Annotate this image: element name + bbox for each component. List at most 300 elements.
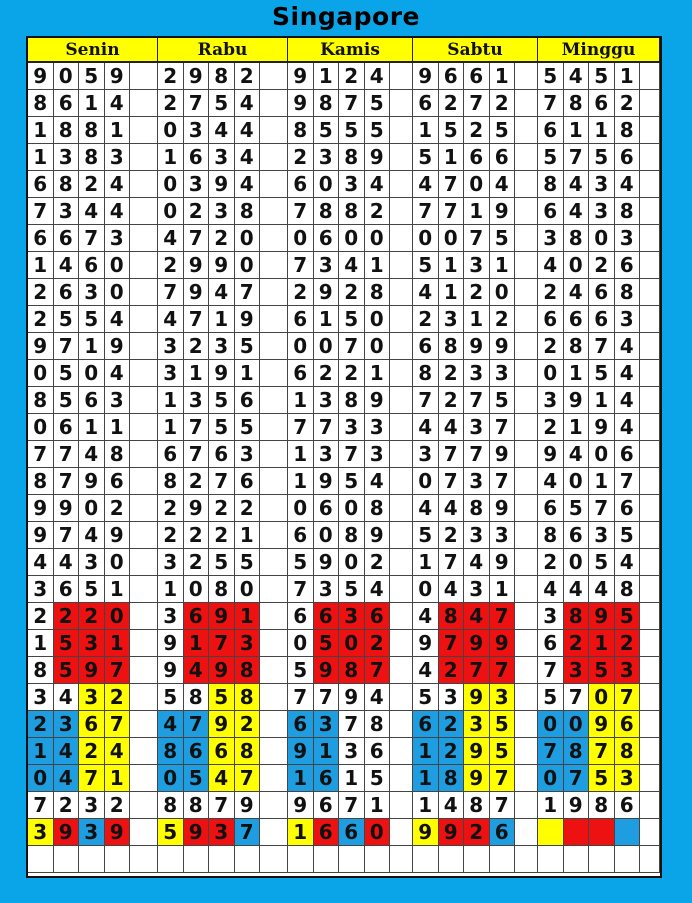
digit-cell: 5 — [314, 630, 340, 657]
digit-cell: 1 — [564, 360, 590, 387]
results-table — [28, 38, 660, 876]
digit-cell: 6 — [288, 711, 314, 738]
digit-cell: 3 — [464, 576, 490, 603]
digit-cell: 5 — [339, 576, 365, 603]
spacer-cell — [260, 117, 288, 144]
digit-cell: 0 — [589, 225, 615, 252]
digit-cell: 0 — [538, 711, 564, 738]
digit-cell: 4 — [538, 252, 564, 279]
digit-cell: 1 — [288, 819, 314, 846]
digit-cell: 3 — [184, 171, 210, 198]
digit-cell: 3 — [54, 144, 80, 171]
spacer-cell — [640, 225, 660, 252]
digit-cell: 4 — [615, 549, 641, 576]
digit-cell: 2 — [79, 603, 105, 630]
digit-cell: 1 — [589, 117, 615, 144]
digit-cell: 7 — [339, 90, 365, 117]
digit-cell: 6 — [538, 630, 564, 657]
digit-cell: 5 — [413, 144, 439, 171]
digit-cell: 9 — [314, 279, 340, 306]
spacer-cell — [640, 549, 660, 576]
digit-cell: 2 — [538, 279, 564, 306]
digit-cell: 8 — [235, 684, 261, 711]
spacer-cell — [260, 279, 288, 306]
digit-cell: 1 — [439, 252, 465, 279]
digit-cell: 2 — [464, 819, 490, 846]
digit-cell: 2 — [184, 549, 210, 576]
digit-cell: 7 — [490, 657, 516, 684]
digit-cell: 0 — [365, 333, 391, 360]
digit-cell: 3 — [589, 198, 615, 225]
digit-cell: 6 — [365, 738, 391, 765]
digit-cell: 2 — [79, 738, 105, 765]
digit-cell: 1 — [158, 387, 184, 414]
spacer-cell — [515, 279, 538, 306]
digit-cell: 7 — [439, 630, 465, 657]
digit-cell: 4 — [54, 252, 80, 279]
digit-cell: 5 — [209, 414, 235, 441]
digit-cell: 0 — [105, 549, 131, 576]
spacer-cell — [640, 468, 660, 495]
digit-cell: 1 — [184, 360, 210, 387]
digit-cell: 9 — [413, 630, 439, 657]
digit-cell: 4 — [105, 360, 131, 387]
day-header-minggu: Minggu — [538, 38, 660, 63]
digit-cell: 0 — [158, 765, 184, 792]
spacer-cell — [260, 441, 288, 468]
spacer-cell — [390, 711, 413, 738]
digit-cell: 7 — [464, 657, 490, 684]
digit-cell: 8 — [209, 63, 235, 90]
digit-cell: 3 — [589, 522, 615, 549]
digit-cell: 8 — [28, 387, 54, 414]
spacer-cell — [130, 603, 158, 630]
digit-cell: 7 — [209, 468, 235, 495]
digit-cell: 9 — [413, 819, 439, 846]
digit-cell: 3 — [79, 549, 105, 576]
digit-cell: 7 — [54, 522, 80, 549]
digit-cell: 6 — [28, 225, 54, 252]
digit-cell: 0 — [365, 225, 391, 252]
digit-cell: 1 — [339, 765, 365, 792]
spacer-cell — [515, 333, 538, 360]
digit-cell: 4 — [413, 603, 439, 630]
digit-cell: 9 — [209, 252, 235, 279]
digit-cell: 9 — [105, 819, 131, 846]
spacer-cell — [515, 90, 538, 117]
digit-cell: 0 — [105, 603, 131, 630]
digit-cell — [54, 846, 80, 873]
digit-cell: 0 — [365, 306, 391, 333]
digit-cell: 6 — [288, 306, 314, 333]
digit-cell: 0 — [288, 630, 314, 657]
digit-cell: 7 — [314, 684, 340, 711]
digit-cell: 4 — [439, 495, 465, 522]
digit-cell: 7 — [490, 792, 516, 819]
digit-cell: 3 — [184, 387, 210, 414]
digit-cell: 9 — [209, 360, 235, 387]
digit-cell: 7 — [288, 198, 314, 225]
digit-cell: 5 — [339, 468, 365, 495]
digit-cell: 8 — [105, 441, 131, 468]
digit-cell: 2 — [615, 630, 641, 657]
day-header-kamis: Kamis — [288, 38, 413, 63]
digit-cell: 2 — [490, 306, 516, 333]
digit-cell: 6 — [439, 63, 465, 90]
digit-cell: 7 — [413, 198, 439, 225]
digit-cell: 4 — [615, 360, 641, 387]
digit-cell: 6 — [538, 198, 564, 225]
digit-cell: 3 — [490, 360, 516, 387]
digit-cell — [538, 819, 564, 846]
digit-cell: 9 — [158, 657, 184, 684]
digit-cell: 2 — [439, 711, 465, 738]
digit-cell: 8 — [158, 792, 184, 819]
digit-cell: 8 — [288, 117, 314, 144]
digit-cell: 0 — [538, 765, 564, 792]
digit-cell: 0 — [589, 684, 615, 711]
digit-cell: 9 — [235, 306, 261, 333]
digit-cell: 4 — [615, 333, 641, 360]
digit-cell: 9 — [464, 333, 490, 360]
digit-cell: 4 — [105, 738, 131, 765]
digit-cell: 3 — [314, 711, 340, 738]
digit-cell: 1 — [413, 549, 439, 576]
digit-cell: 9 — [28, 333, 54, 360]
spacer-cell — [260, 576, 288, 603]
digit-cell: 6 — [105, 468, 131, 495]
digit-cell: 2 — [288, 144, 314, 171]
digit-cell — [615, 846, 641, 873]
digit-cell: 2 — [28, 603, 54, 630]
digit-cell: 5 — [79, 576, 105, 603]
digit-cell: 3 — [464, 522, 490, 549]
spacer-cell — [515, 549, 538, 576]
digit-cell: 7 — [235, 765, 261, 792]
digit-cell: 7 — [439, 441, 465, 468]
digit-cell: 0 — [158, 171, 184, 198]
digit-cell: 4 — [105, 90, 131, 117]
digit-cell: 5 — [615, 603, 641, 630]
spacer-cell — [390, 765, 413, 792]
spacer-cell — [515, 738, 538, 765]
digit-cell: 5 — [79, 306, 105, 333]
digit-cell: 8 — [564, 603, 590, 630]
digit-cell: 2 — [538, 549, 564, 576]
spacer-cell — [640, 117, 660, 144]
digit-cell: 4 — [439, 576, 465, 603]
digit-cell: 2 — [235, 63, 261, 90]
spacer-cell — [260, 765, 288, 792]
digit-cell: 2 — [105, 495, 131, 522]
digit-cell: 0 — [235, 252, 261, 279]
digit-cell: 8 — [235, 198, 261, 225]
spacer-cell — [260, 468, 288, 495]
digit-cell: 2 — [158, 522, 184, 549]
digit-cell: 1 — [615, 63, 641, 90]
digit-cell: 7 — [538, 90, 564, 117]
digit-cell: 8 — [564, 225, 590, 252]
digit-cell: 8 — [564, 333, 590, 360]
digit-cell: 5 — [490, 387, 516, 414]
digit-cell: 6 — [28, 171, 54, 198]
digit-cell: 8 — [79, 117, 105, 144]
digit-cell: 8 — [314, 198, 340, 225]
spacer-cell — [390, 306, 413, 333]
digit-cell: 3 — [413, 441, 439, 468]
spacer-cell — [390, 738, 413, 765]
digit-cell — [464, 846, 490, 873]
digit-cell: 8 — [158, 738, 184, 765]
digit-cell: 4 — [464, 603, 490, 630]
digit-cell: 9 — [464, 630, 490, 657]
digit-cell: 4 — [564, 576, 590, 603]
digit-cell: 9 — [288, 792, 314, 819]
digit-cell: 0 — [314, 522, 340, 549]
digit-cell: 3 — [79, 630, 105, 657]
spacer-cell — [390, 279, 413, 306]
digit-cell: 4 — [413, 495, 439, 522]
spacer-cell — [130, 90, 158, 117]
digit-cell: 1 — [413, 117, 439, 144]
digit-cell: 1 — [235, 360, 261, 387]
digit-cell: 6 — [464, 63, 490, 90]
spacer-cell — [260, 414, 288, 441]
digit-cell: 5 — [365, 765, 391, 792]
digit-cell: 0 — [464, 171, 490, 198]
spacer-cell — [390, 360, 413, 387]
digit-cell: 4 — [54, 765, 80, 792]
digit-cell: 8 — [538, 171, 564, 198]
digit-cell: 1 — [28, 738, 54, 765]
digit-cell: 6 — [54, 279, 80, 306]
digit-cell: 7 — [439, 171, 465, 198]
digit-cell: 4 — [54, 549, 80, 576]
spacer-cell — [390, 468, 413, 495]
digit-cell: 4 — [54, 684, 80, 711]
spacer-cell — [640, 765, 660, 792]
digit-cell: 9 — [589, 414, 615, 441]
digit-cell: 7 — [339, 441, 365, 468]
digit-cell: 3 — [365, 414, 391, 441]
digit-cell: 7 — [538, 657, 564, 684]
digit-cell: 9 — [209, 711, 235, 738]
spacer-cell — [640, 441, 660, 468]
digit-cell: 8 — [413, 360, 439, 387]
spacer-cell — [515, 657, 538, 684]
digit-cell: 4 — [158, 711, 184, 738]
digit-cell: 2 — [365, 549, 391, 576]
spacer-cell — [390, 549, 413, 576]
spacer-cell — [130, 171, 158, 198]
digit-cell: 5 — [589, 765, 615, 792]
spacer-cell — [260, 90, 288, 117]
digit-cell: 6 — [79, 252, 105, 279]
digit-cell: 0 — [339, 549, 365, 576]
digit-cell: 8 — [339, 144, 365, 171]
digit-cell: 4 — [235, 171, 261, 198]
digit-cell: 6 — [615, 252, 641, 279]
spacer-cell — [260, 684, 288, 711]
digit-cell: 6 — [413, 90, 439, 117]
digit-cell: 7 — [589, 738, 615, 765]
digit-cell: 8 — [538, 522, 564, 549]
digit-cell — [365, 846, 391, 873]
digit-cell: 3 — [615, 657, 641, 684]
digit-cell: 1 — [589, 387, 615, 414]
digit-cell: 8 — [28, 468, 54, 495]
spacer-cell — [390, 252, 413, 279]
digit-cell: 3 — [105, 225, 131, 252]
spacer-cell — [130, 657, 158, 684]
digit-cell: 5 — [538, 684, 564, 711]
digit-cell: 1 — [235, 522, 261, 549]
digit-cell: 3 — [79, 279, 105, 306]
digit-cell: 2 — [413, 306, 439, 333]
page-title: Singapore — [272, 2, 420, 31]
spacer-cell — [130, 414, 158, 441]
digit-cell: 3 — [464, 468, 490, 495]
digit-cell: 3 — [79, 792, 105, 819]
spacer-cell — [260, 495, 288, 522]
digit-cell: 5 — [235, 414, 261, 441]
digit-cell: 5 — [413, 252, 439, 279]
digit-cell: 7 — [184, 306, 210, 333]
spacer-cell — [390, 576, 413, 603]
digit-cell: 3 — [589, 171, 615, 198]
digit-cell: 5 — [589, 144, 615, 171]
spacer-cell — [640, 522, 660, 549]
digit-cell: 1 — [288, 441, 314, 468]
digit-cell — [589, 819, 615, 846]
digit-cell: 1 — [158, 144, 184, 171]
digit-cell: 8 — [439, 333, 465, 360]
digit-cell: 7 — [28, 792, 54, 819]
digit-cell: 2 — [314, 360, 340, 387]
digit-cell: 7 — [538, 738, 564, 765]
spacer-cell — [260, 819, 288, 846]
digit-cell: 4 — [413, 414, 439, 441]
digit-cell: 3 — [615, 306, 641, 333]
digit-cell: 2 — [564, 630, 590, 657]
spacer-cell — [260, 225, 288, 252]
digit-cell: 4 — [439, 414, 465, 441]
spacer-cell — [260, 63, 288, 90]
digit-cell: 8 — [339, 387, 365, 414]
digit-cell: 3 — [158, 360, 184, 387]
digit-cell: 0 — [235, 576, 261, 603]
digit-cell: 2 — [209, 495, 235, 522]
digit-cell: 1 — [184, 630, 210, 657]
digit-cell: 1 — [365, 360, 391, 387]
spacer-cell — [390, 495, 413, 522]
digit-cell: 4 — [365, 684, 391, 711]
digit-cell: 1 — [365, 792, 391, 819]
spacer-cell — [515, 711, 538, 738]
digit-cell: 9 — [314, 549, 340, 576]
digit-cell: 9 — [184, 279, 210, 306]
digit-cell: 4 — [28, 549, 54, 576]
digit-cell: 9 — [158, 630, 184, 657]
digit-cell: 8 — [28, 657, 54, 684]
digit-cell: 8 — [589, 792, 615, 819]
digit-cell: 1 — [79, 414, 105, 441]
digit-cell: 9 — [105, 333, 131, 360]
spacer-cell — [515, 603, 538, 630]
digit-cell: 7 — [490, 765, 516, 792]
digit-cell: 7 — [615, 684, 641, 711]
digit-cell: 5 — [365, 117, 391, 144]
digit-cell: 6 — [589, 306, 615, 333]
digit-cell: 0 — [105, 279, 131, 306]
spacer-cell — [390, 522, 413, 549]
spacer-cell — [640, 603, 660, 630]
digit-cell: 6 — [314, 495, 340, 522]
digit-cell: 5 — [54, 387, 80, 414]
digit-cell: 7 — [79, 225, 105, 252]
digit-cell: 6 — [235, 387, 261, 414]
spacer-cell — [515, 576, 538, 603]
digit-cell: 1 — [413, 738, 439, 765]
digit-cell: 7 — [28, 441, 54, 468]
digit-cell: 1 — [314, 738, 340, 765]
spacer-cell — [515, 522, 538, 549]
digit-cell: 3 — [564, 657, 590, 684]
digit-cell: 3 — [209, 333, 235, 360]
digit-cell: 9 — [28, 522, 54, 549]
spacer-cell — [640, 630, 660, 657]
digit-cell: 6 — [615, 792, 641, 819]
digit-cell: 9 — [105, 522, 131, 549]
day-header-rabu: Rabu — [158, 38, 288, 63]
digit-cell: 2 — [439, 360, 465, 387]
spacer-cell — [515, 387, 538, 414]
digit-cell: 4 — [79, 522, 105, 549]
digit-cell: 0 — [105, 252, 131, 279]
digit-cell: 9 — [28, 63, 54, 90]
digit-cell: 2 — [79, 171, 105, 198]
digit-cell: 0 — [158, 117, 184, 144]
spacer-cell — [260, 522, 288, 549]
digit-cell: 2 — [158, 252, 184, 279]
spacer-cell — [260, 306, 288, 333]
digit-cell: 7 — [413, 387, 439, 414]
digit-cell: 2 — [339, 279, 365, 306]
digit-cell: 6 — [615, 144, 641, 171]
digit-cell: 8 — [365, 495, 391, 522]
digit-cell: 2 — [28, 306, 54, 333]
spacer-cell — [390, 333, 413, 360]
digit-cell: 3 — [28, 684, 54, 711]
digit-cell: 2 — [158, 495, 184, 522]
digit-cell: 8 — [439, 765, 465, 792]
digit-cell: 6 — [615, 495, 641, 522]
spacer-cell — [130, 198, 158, 225]
digit-cell: 2 — [28, 279, 54, 306]
digit-cell: 2 — [54, 603, 80, 630]
digit-cell: 4 — [538, 468, 564, 495]
spacer-cell — [640, 360, 660, 387]
spacer-cell — [515, 171, 538, 198]
spacer-cell — [390, 171, 413, 198]
digit-cell: 5 — [564, 495, 590, 522]
spacer-cell — [390, 441, 413, 468]
digit-cell: 5 — [235, 549, 261, 576]
digit-cell: 9 — [105, 63, 131, 90]
spacer-cell — [390, 225, 413, 252]
digit-cell: 0 — [79, 495, 105, 522]
digit-cell: 7 — [54, 468, 80, 495]
